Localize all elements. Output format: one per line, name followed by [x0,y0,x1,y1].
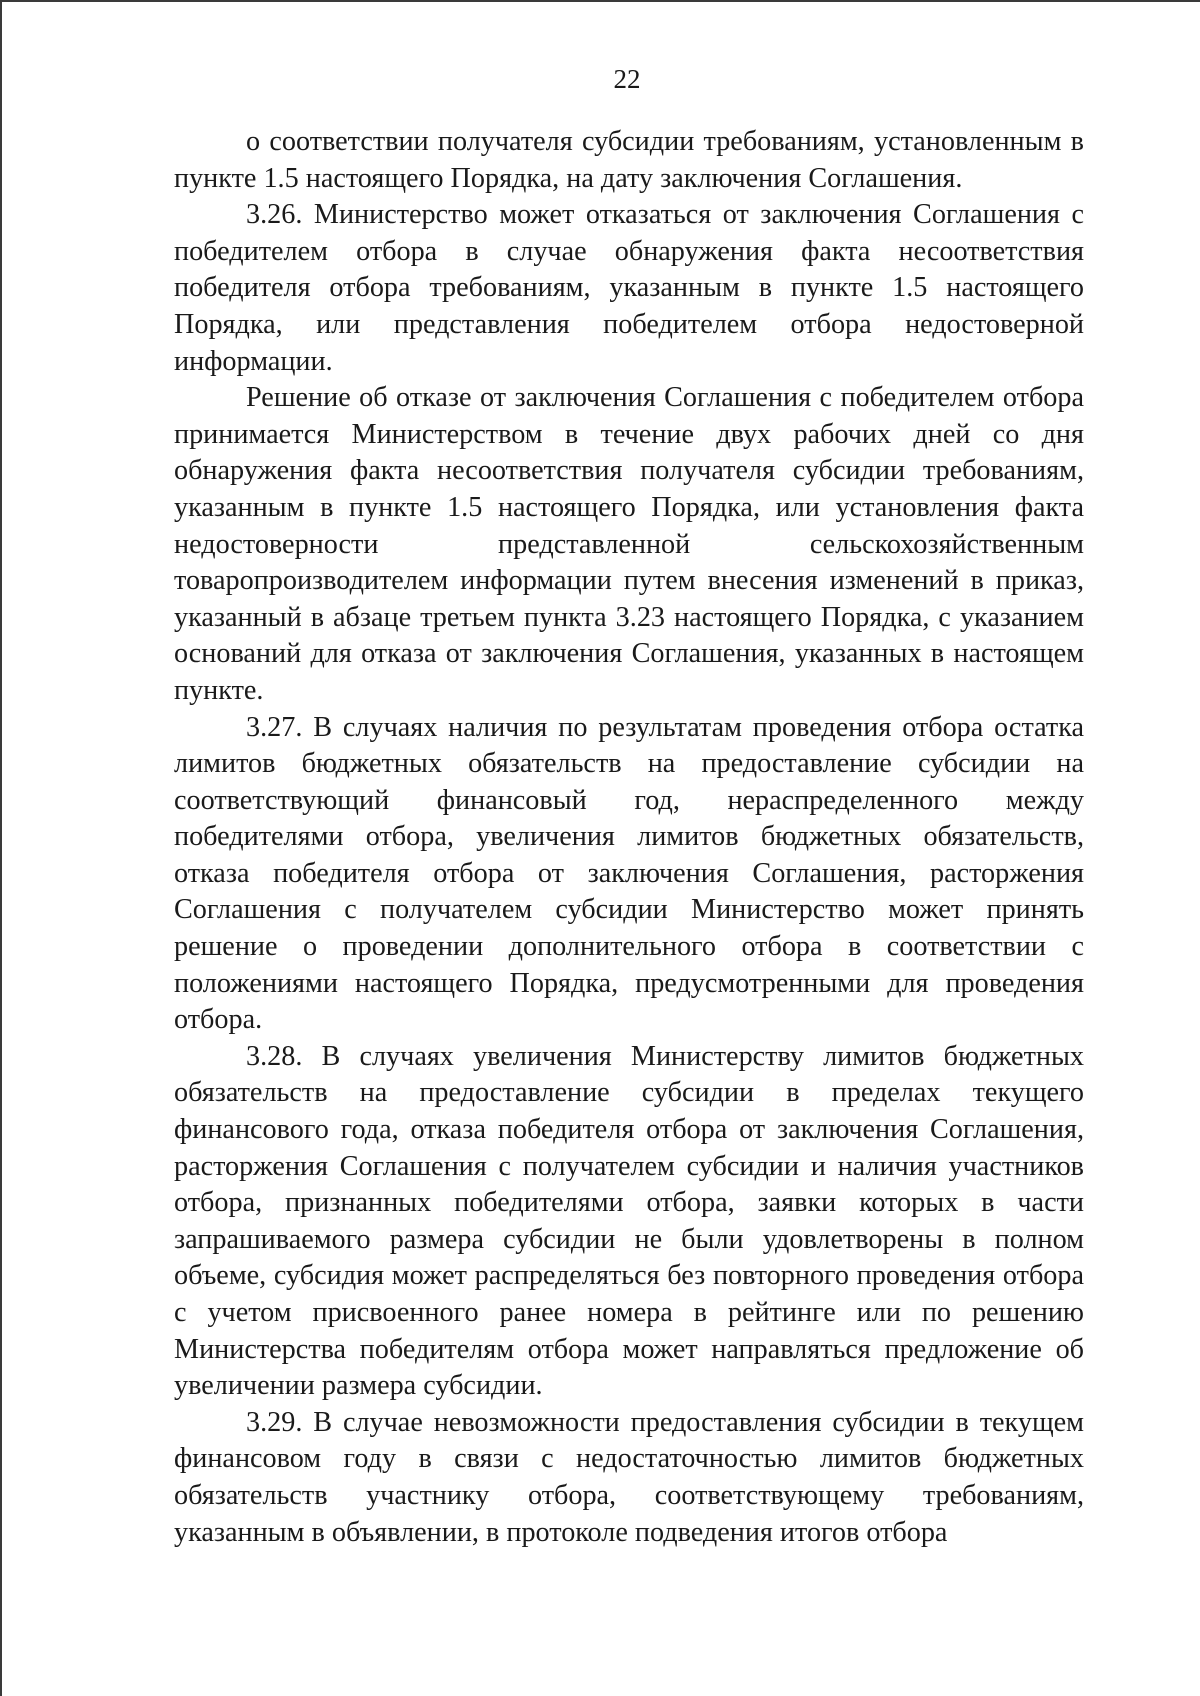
document-body [174,124,1084,1551]
page-number: 22 [613,64,641,94]
paragraph-continuation [174,124,1084,197]
paragraph-refusal-decision [174,380,1084,709]
clause-number: 3.26. [246,199,303,231]
paragraph-text: В случае невозможности предоставления субсидии в текущем финансовом году в связи с недостаточностью лимитов бюджетных обязательств участнику отбора, соответствующему требованиям, указанным в объявлении, в протоколе подведения итогов отбора [174,1406,1084,1548]
clause-number: 3.28. [246,1040,303,1072]
paragraph-text: В случаях наличия по результатам проведения отбора остатка лимитов бюджетных обязательств на предоставление субсидии на соответствующий финансовый год, нераспределенного между победителями отбора, увеличения лимитов бюджетных обязательств, отказа победителя отбора от заключения Соглашения, расторжения Соглашения с получателем субсидии Министерство может принять решение о проведении дополнительного отбора в соответствии с положениями настоящего Порядка, предусмотренными для проведения отбора. [174,711,1084,1036]
paragraph-clause-3-26 [174,197,1084,380]
paragraph-text: В случаях увеличения Министерству лимитов бюджетных обязательств на предоставление субсидии в пределах текущего финансового года, отказа победителя отбора от заключения Соглашения, расторжения Соглашения с получателем субсидии и наличия участников отбора, признанных победителями отбора, заявки которых в части запрашиваемого размера субсидии не были удовлетворены в полном объеме, субсидия может распределяться без повторного проведения отбора с учетом присвоенного ранее номера в рейтинге или по решению Министерства победителям отбора может направляться предложение об увеличении размера субсидии. [174,1040,1085,1402]
clause-number: 3.27. [246,711,303,743]
paragraph-text: о соответствии получателя субсидии требованиям, установленным в пункте 1.5 настоящего Порядка, на дату заключения Соглашения. [174,126,1084,194]
paragraph-clause-3-27 [174,710,1084,1039]
paragraph-text: Решение об отказе от заключения Соглашения с победителем отбора принимается Министерством в течение двух рабочих дней со дня обнаружения факта несоответствия получателя субсидии требованиям, указанным в пункте 1.5 настоящего Порядка, или установления факта недостоверности представленной сельскохозяйственным товаропроизводителем информации путем внесения изменений в приказ, указанный в абзаце третьем пункта 3.23 настоящего Порядка, с указанием оснований для отказа от заключения Соглашения, указанных в настоящем пункте. [174,382,1084,706]
paragraph-clause-3-29 [174,1405,1084,1551]
paragraph-text: Министерство может отказаться от заключения Соглашения с победителем отбора в случае обнаружения факта несоответствия победителя отбора требованиям, указанным в пункте 1.5 настоящего Порядка, или представления победителем отбора недостоверной информации. [174,199,1084,377]
clause-number: 3.29. [246,1406,303,1438]
paragraph-clause-3-28 [174,1039,1084,1405]
